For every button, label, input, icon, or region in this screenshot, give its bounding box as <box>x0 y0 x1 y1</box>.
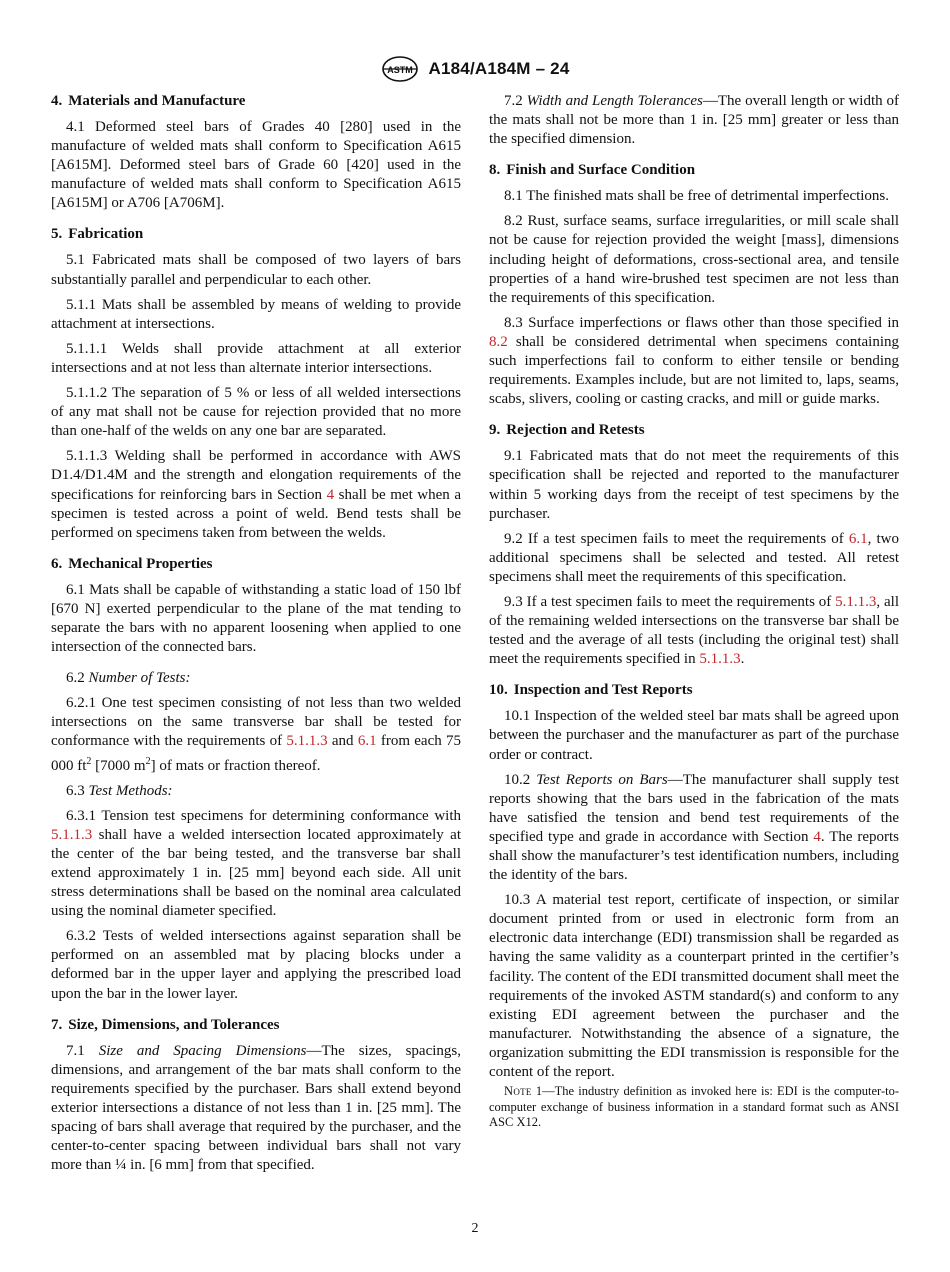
para-6-1: 6.1 Mats shall be capable of withstanding a static load of 150 lbf [670 N] exerted perpendicular to the plane of the mat tending to separate the bars with no apparent loosening when applied to one intersection of the connected bars. <box>51 581 461 656</box>
astm-logo-icon <box>381 56 419 82</box>
standard-designation: A184/A184M – 24 <box>428 59 570 78</box>
para-9-1: 9.1 Fabricated mats that do not meet the requirements of this specification shall be rejected and reported to the manufacturer within 5 working days from the receipt of test specimens by the purchaser. <box>489 448 899 522</box>
para-6-2-1: 6.2.1 One test specimen consisting of not less than two welded intersections on the same transverse bar shall be tested for conformance with the requirements of 5.1.1.3 and 6.1 from each 75 000 $ft^2$ [7000 $m^2$] of mats or fraction thereof. <box>51 695 461 774</box>
para-8-1: 8.1 The finished mats shall be free of detrimental imperfections. <box>504 188 890 205</box>
section-5-heading: 5. Fabrication <box>51 226 144 243</box>
para-5-1-1: 5.1.1 Mats shall be assembled by means of welding to provide attachment at intersections. <box>51 296 461 332</box>
section-10-heading: 10. Inspection and Test Reports <box>489 682 693 699</box>
section-link[interactable]: 4 <box>326 486 335 503</box>
page-header <box>0 56 950 82</box>
para-10-3: 10.3 A material test report, certificate of inspection, or similar document printed from or used in electronic form from an electronic data interchange (EDI) transmission shall be regarded as having the same validity as a counterpart printed in the certifier’s facility. The content of the EDI transmitted document shall meet the requirements of the invoked ASTM standard(s) and conform to any existing EDI agreement between the purchaser and the manufacturer. Notwithstanding the absence of a signature, the organization submitting the EDI transmission is responsible for the content of the report. <box>489 892 899 1081</box>
para-4-1: 4.1 Deformed steel bars of Grades 40 [280] used in the manufacture of welded mats shall conform to Specification A615 [A615M]. Deformed steel bars of Grade 60 [420] used in the manufacture of welded mats shall conform to Specification A615 [A615M] or A706 [A706M]. <box>51 119 461 212</box>
section-7-heading: 7. Size, Dimensions, and Tolerances <box>51 1016 280 1033</box>
para-9-3: 9.3 If a test specimen fails to meet the requirements of 5.1.1.3, all of the remaining welded intersections on the transverse bar shall be tested and the average of all tests (including the original test) shall meet the requirements specified in 5.1.1.3. <box>489 593 899 668</box>
section-link[interactable]: 4 <box>813 828 821 845</box>
para-9-2: 9.2 If a test specimen fails to meet the requirements of 6.1, two additional specimens shall be selected and tested. All retest specimens shall meet the requirements of this specification. <box>489 530 900 585</box>
para-8-3: 8.3 Surface imperfections or flaws other than those specified in 8.2 shall be considered detrimental when specimens containing such imperfections fail to conform to either tensile or bending requirements. Examples include, but are not limited to, laps, seams, scabs, slivers, cooling or casting cracks, and mill or guide marks. <box>489 314 899 408</box>
section-link[interactable]: 6.1 <box>848 530 868 547</box>
para-6-3: 6.3 Test Methods: <box>66 782 173 799</box>
section-link[interactable]: 6.1 <box>357 733 377 750</box>
section-6-heading: 6. Mechanical Properties <box>51 555 213 572</box>
para-7-1: 7.1 Size and Spacing Dimensions—The sizes, spacings, dimensions, and arrangement of the bar mats shall conform to the requirements specified by the purchaser. Bars shall extend beyond exterior intersections a distance of not less than 1 in. [25 mm]. The spacing of bars shall average that required by the purchaser, and the center-to-center spacing between individual bars shall not vary more than ¼ in. [6 mm] from that specified. <box>51 1042 462 1174</box>
para-5-1-1-1: 5.1.1.1 Welds shall provide attachment at all exterior intersections and at not less than alternate interior intersections. <box>51 340 461 376</box>
para-7-2: 7.2 Width and Length Tolerances—The overall length or width of the mats shall not be more than 1 in. [25 mm] greater or less than the specified dimension. <box>489 93 900 148</box>
section-link[interactable]: 8.2 <box>489 333 508 350</box>
right-column <box>489 92 899 1137</box>
para-6-2: 6.2 Number of Tests: <box>66 670 191 687</box>
section-8-heading: 8. Finish and Surface Condition <box>489 162 696 179</box>
para-10-1: 10.1 Inspection of the welded steel bar mats shall be agreed upon between the purchaser and the manufacturer as part of the purchase order or contract. <box>489 708 899 763</box>
para-5-1-1-2: 5.1.1.2 The separation of 5 % or less of all welded intersections of any mat shall not be cause for rejection provided that no more than one-half of the welds on any one bar are separated. <box>51 385 461 440</box>
para-6-3-2: 6.3.2 Tests of welded intersections against separation shall be performed on an assembled mat by placing blocks under a deformed bar in the upper layer and applying the prescribed load upon the bar in the lower layer. <box>51 928 461 1002</box>
para-5-1-1-3: 5.1.1.3 Welding shall be performed in accordance with AWS D1.4/D1.4M and the strength and elongation requirements of the specifications for reinforcing bars in Section 4 shall be met when a specimen is tested across a point of weld. Bend tests shall be performed on specimens taken from between the welds. <box>51 448 461 541</box>
left-column <box>51 92 461 1181</box>
section-link[interactable]: 5.1.1.3 <box>699 651 741 668</box>
section-4-heading: 4. Materials and Manufacture <box>51 93 246 109</box>
para-6-3-1: 6.3.1 Tension test specimens for determining conformance with 5.1.1.3 shall have a welded intersection located approximately at the center of the bar being tested, and the transverse bar shall extend approximately 1 in. [25 mm] beyond each side. All unit stress determinations shall be based on the nominal area calculated using the nominal diameter specified. <box>51 807 461 920</box>
section-link[interactable]: 5.1.1.3 <box>51 826 93 843</box>
section-9-heading: 9. Rejection and Retests <box>489 422 645 439</box>
para-10-2: 10.2 Test Reports on Bars—The manufacturer shall supply test reports showing that the bars used in the fabrication of the mats have satisfied the tension and bend test requirements of the specified type and grade in accordance with Section 4. The reports shall show the manufacturer’s test identification numbers, including the identity of the bars. <box>489 771 900 884</box>
para-8-2: 8.2 Rust, surface seams, surface irregularities, or mill scale shall not be cause for rejection provided the weight [mass], dimensions including height of deformations, cross-sectional area, and tensile properties of a hand wire-brushed test specimen are not less than the requirements of this specification. <box>489 213 899 306</box>
section-link[interactable]: 5.1.1.3 <box>835 593 877 610</box>
svg-text:ASTM: ASTM <box>386 65 413 75</box>
note-1: Note 1—The industry definition as invoked here is: EDI is the computer-to-computer exchange of business information in a standard format such as ANSI ASC X12. <box>489 1084 899 1130</box>
para-5-1: 5.1 Fabricated mats shall be composed of two layers of bars substantially parallel and perpendicular to each other. <box>51 252 461 288</box>
page-number: 2 <box>471 1221 479 1236</box>
section-link[interactable]: 5.1.1.3 <box>286 733 328 750</box>
